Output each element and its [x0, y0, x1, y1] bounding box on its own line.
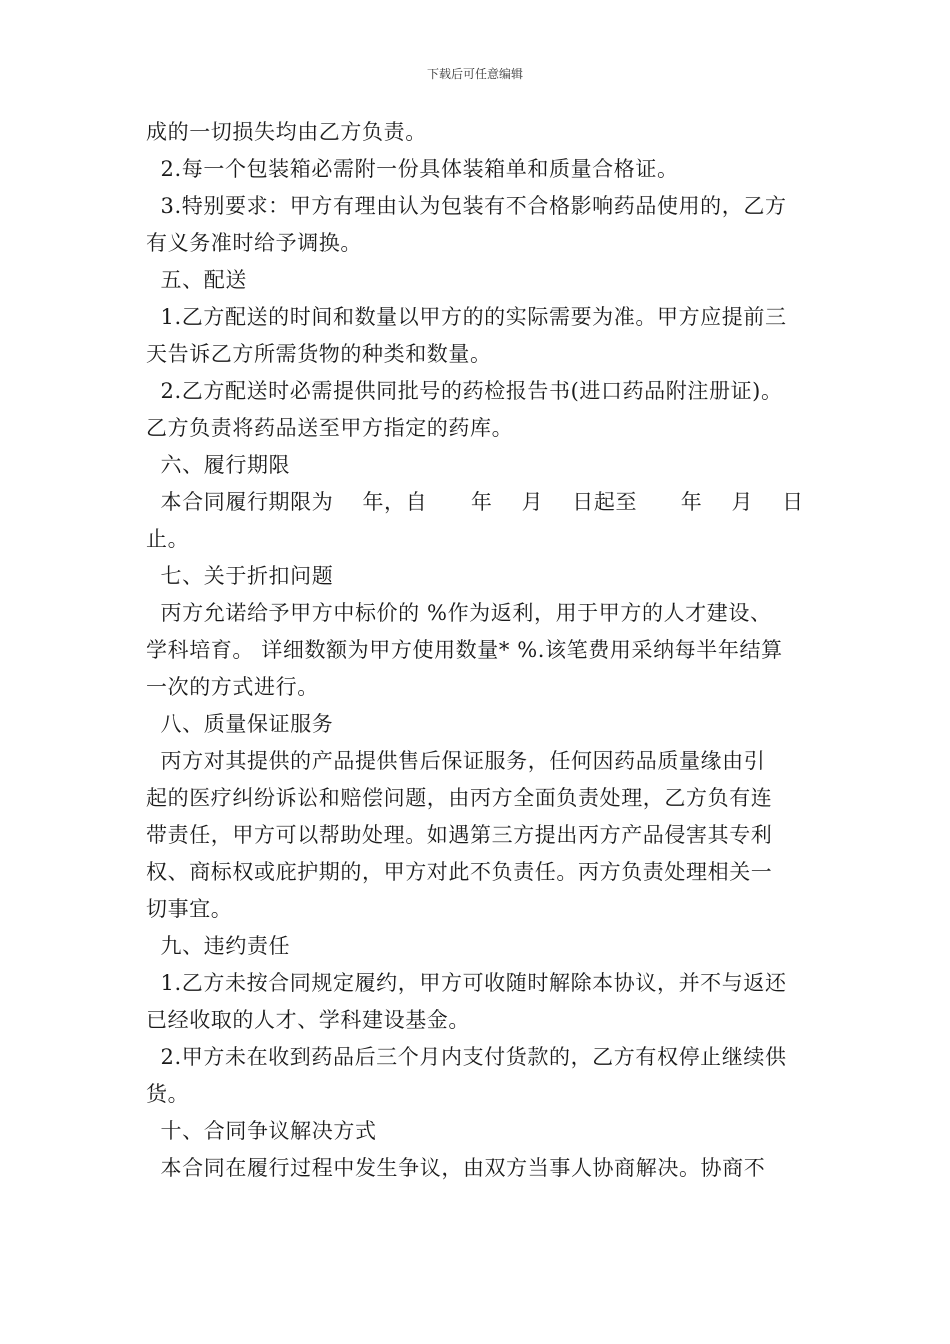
text-line: 本合同履行期限为 年，自 年 月 日起至 年 月 日	[146, 490, 804, 514]
text-line: 学科培育。 详细数额为甲方使用数量* %.该笔费用采纳每半年结算	[146, 638, 783, 662]
section-heading: 八、质量保证服务	[146, 712, 334, 736]
text-line: 切事宜。	[146, 897, 233, 921]
text-line: 带责任，甲方可以帮助处理。如遇第三方提出丙方产品侵害其专利	[146, 823, 773, 847]
text-line: 2.甲方未在收到药品后三个月内支付货款的，乙方有权停止继续供	[146, 1045, 787, 1069]
document-body	[146, 114, 810, 1187]
text-line: 已经收取的人才、学科建设基金。	[146, 1008, 470, 1032]
text-line: 丙方允诺给予甲方中标价的 %作为返利，用于甲方的人才建设、	[146, 601, 772, 625]
text-line: 权、商标权或庇护期的，甲方对此不负责任。丙方负责处理相关一	[146, 860, 773, 884]
section-heading: 七、关于折扣问题	[146, 564, 334, 588]
text-line: 2.每一个包装箱必需附一份具体装箱单和质量合格证。	[146, 157, 679, 181]
text-line: 1.乙方未按合同规定履约，甲方可收随时解除本协议，并不与返还	[146, 971, 787, 995]
section-heading: 六、履行期限	[146, 453, 291, 477]
section-heading: 五、配送	[146, 268, 247, 292]
page-header: 下载后可任意编辑	[426, 67, 523, 81]
section-heading: 九、违约责任	[146, 934, 291, 958]
text-line: 2.乙方配送时必需提供同批号的药检报告书(进口药品附注册证)。	[146, 379, 783, 403]
text-line: 货。	[146, 1082, 190, 1106]
text-line: 本合同在履行过程中发生争议，由双方当事人协商解决。协商不	[146, 1156, 766, 1180]
text-line: 丙方对其提供的产品提供售后保证服务，任何因药品质量缘由引	[146, 749, 766, 773]
text-line: 1.乙方配送的时间和数量以甲方的的实际需要为准。甲方应提前三	[146, 305, 787, 329]
text-line: 有义务准时给予调换。	[146, 231, 362, 255]
text-line: 一次的方式进行。	[146, 675, 319, 699]
text-line: 天告诉乙方所需货物的种类和数量。	[146, 342, 492, 366]
text-line: 起的医疗纠纷诉讼和赔偿问题，由丙方全面负责处理，乙方负有连	[146, 786, 773, 810]
text-line: 成的一切损失均由乙方负责。	[146, 120, 427, 144]
text-line: 止。	[146, 527, 190, 551]
text-line: 3.特别要求：甲方有理由认为包装有不合格影响药品使用的，乙方	[146, 194, 787, 218]
section-heading: 十、合同争议解决方式	[146, 1119, 377, 1143]
text-line: 乙方负责将药品送至甲方指定的药库。	[146, 416, 514, 440]
